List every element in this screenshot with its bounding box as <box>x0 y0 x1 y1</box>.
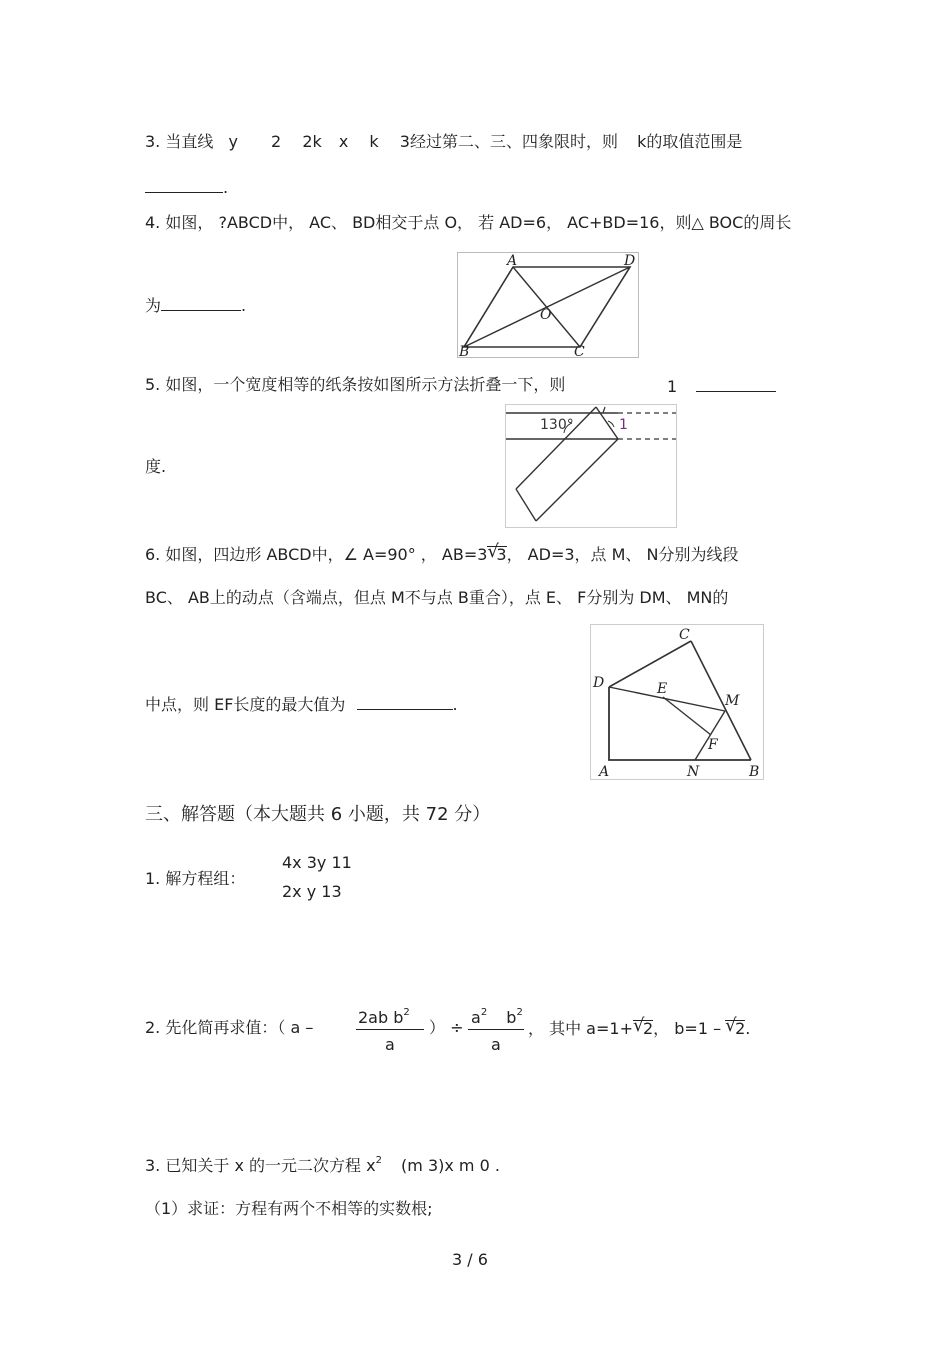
p2-divide: ） ÷ <box>429 1018 464 1037</box>
p3-text: 已知关于 x 的一元二次方程 x <box>165 1156 376 1175</box>
p1-equation-2: 2x y 13 <box>282 882 342 901</box>
p2-frac1-denominator: a <box>385 1035 395 1054</box>
q3-var-x: x <box>338 132 349 151</box>
q3-number: 3. <box>145 132 161 151</box>
quadrilateral-figure <box>590 624 764 780</box>
q6-line3 <box>145 695 458 713</box>
p2-where: ， 其中 a=1+ <box>528 1019 633 1038</box>
p3-line <box>145 1155 500 1175</box>
p1-equation-1: 4x 3y 11 <box>282 853 352 872</box>
fig5-angle-1: 1 <box>619 417 628 433</box>
q5-line <box>145 377 565 393</box>
fig6-label-c: C <box>679 627 690 643</box>
q4-answer-blank[interactable] <box>161 296 241 311</box>
q4-text: 如图， ?ABCD中， AC、 BD相交于点 O， 若 AD=6， AC+BD=16，则△ BOC的周长 <box>165 213 792 232</box>
p2-frac1-bar <box>356 1029 424 1030</box>
fig4-label-b: B <box>459 344 470 357</box>
q5-answer <box>667 377 776 395</box>
q4-number: 4. <box>145 213 161 232</box>
p3-exp: 2 <box>375 1155 382 1166</box>
fig6-label-e: E <box>657 681 668 697</box>
q3-var-k: k <box>369 132 379 151</box>
q5-angle-label: 1 <box>667 377 678 396</box>
fig6-label-n: N <box>687 764 700 779</box>
q3-var-y: y <box>228 132 238 151</box>
p2-frac2-bar <box>468 1029 524 1030</box>
q5-answer-blank[interactable] <box>696 377 776 392</box>
q3-end: 的取值范围是 <box>646 132 743 151</box>
q3-tail: 3经过第二、三、四象限时，则 <box>399 132 618 151</box>
p2-number: 2. <box>145 1018 161 1037</box>
q6-period: . <box>452 695 458 714</box>
q6-line1-b: ， AD=3，点 M、 N分别为线段 <box>506 545 739 564</box>
p2-frac2-denominator: a <box>491 1035 501 1054</box>
p3-tail: (m 3)x m 0 . <box>401 1156 500 1175</box>
p2-label: 先化简再求值：（ a – <box>165 1018 314 1037</box>
p1-number: 1. <box>145 869 161 888</box>
q6-sqrt: √ 3 <box>487 541 507 564</box>
q5-number: 5. <box>145 375 161 394</box>
q4-prefix: 为 <box>145 296 162 315</box>
q4-line <box>145 215 791 231</box>
p3-number: 3. <box>145 1156 161 1175</box>
p2-frac1-numerator: 2ab $b^2$ <box>358 1007 410 1027</box>
p3-subquestion-1: （1）求证：方程有两个不相等的实数根; <box>145 1199 433 1218</box>
q5-text: 如图，一个宽度相等的纸条按如图所示方法折叠一下，则 <box>165 375 566 394</box>
p2-frac2-numerator: $a^2$ $b^2$ <box>471 1007 523 1027</box>
q3-line <box>145 134 742 150</box>
folded-strip-figure <box>505 404 677 528</box>
p2-end: . <box>745 1019 751 1038</box>
fig6-label-m: M <box>725 693 740 709</box>
fig6-label-d: D <box>593 675 605 691</box>
q6-line3-text: 中点，则 EF长度的最大值为 <box>145 695 346 714</box>
p1-label: 解方程组： <box>165 869 246 888</box>
q6-line1-a: 如图，四边形 ABCD中，∠ A=90° ， AB=3 <box>165 545 488 564</box>
q3-text: 当直线 <box>165 132 214 151</box>
fig4-label-d: D <box>624 253 636 269</box>
q4-answer-line <box>145 296 246 314</box>
p2-sqrt-b: √ 2 <box>725 1015 746 1038</box>
p2-b-part: ， b=1 – <box>653 1019 722 1038</box>
q3-period: . <box>223 178 229 197</box>
q6-number: 6. <box>145 545 161 564</box>
section-title: 三、解答题（本大题共 6 小题，共 72 分） <box>145 804 491 825</box>
q6-answer-blank[interactable] <box>357 695 453 710</box>
q6-line2: BC、 AB上的动点（含端点，但点 M不与点 B重合），点 E、 F分别为 DM、 MN的 <box>145 588 729 607</box>
fig6-label-a: A <box>599 764 610 779</box>
fig4-label-c: C <box>574 344 585 357</box>
page-number: 3 / 6 <box>452 1250 488 1269</box>
fig4-label-o: O <box>540 307 552 323</box>
q3-const-2: 2 <box>271 132 282 151</box>
q5-suffix: 度. <box>145 457 167 476</box>
p2-line <box>145 1020 313 1036</box>
fig6-label-b: B <box>749 764 760 779</box>
p2-values <box>528 1015 751 1038</box>
p2-sqrt-a: √ 2 <box>632 1015 654 1038</box>
q3-k: k <box>637 132 647 151</box>
fig5-angle-130: 130° <box>540 417 574 433</box>
q3-term-2k: 2k <box>302 132 322 151</box>
parallelogram-figure <box>457 252 639 358</box>
q3-answer-blank[interactable] <box>145 178 223 193</box>
q3-answer-line <box>145 178 228 196</box>
fig4-label-a: A <box>507 253 518 269</box>
q6-line1 <box>145 541 739 564</box>
fig6-label-f: F <box>708 737 718 753</box>
q4-period: . <box>241 296 247 315</box>
p1-line <box>145 871 245 887</box>
